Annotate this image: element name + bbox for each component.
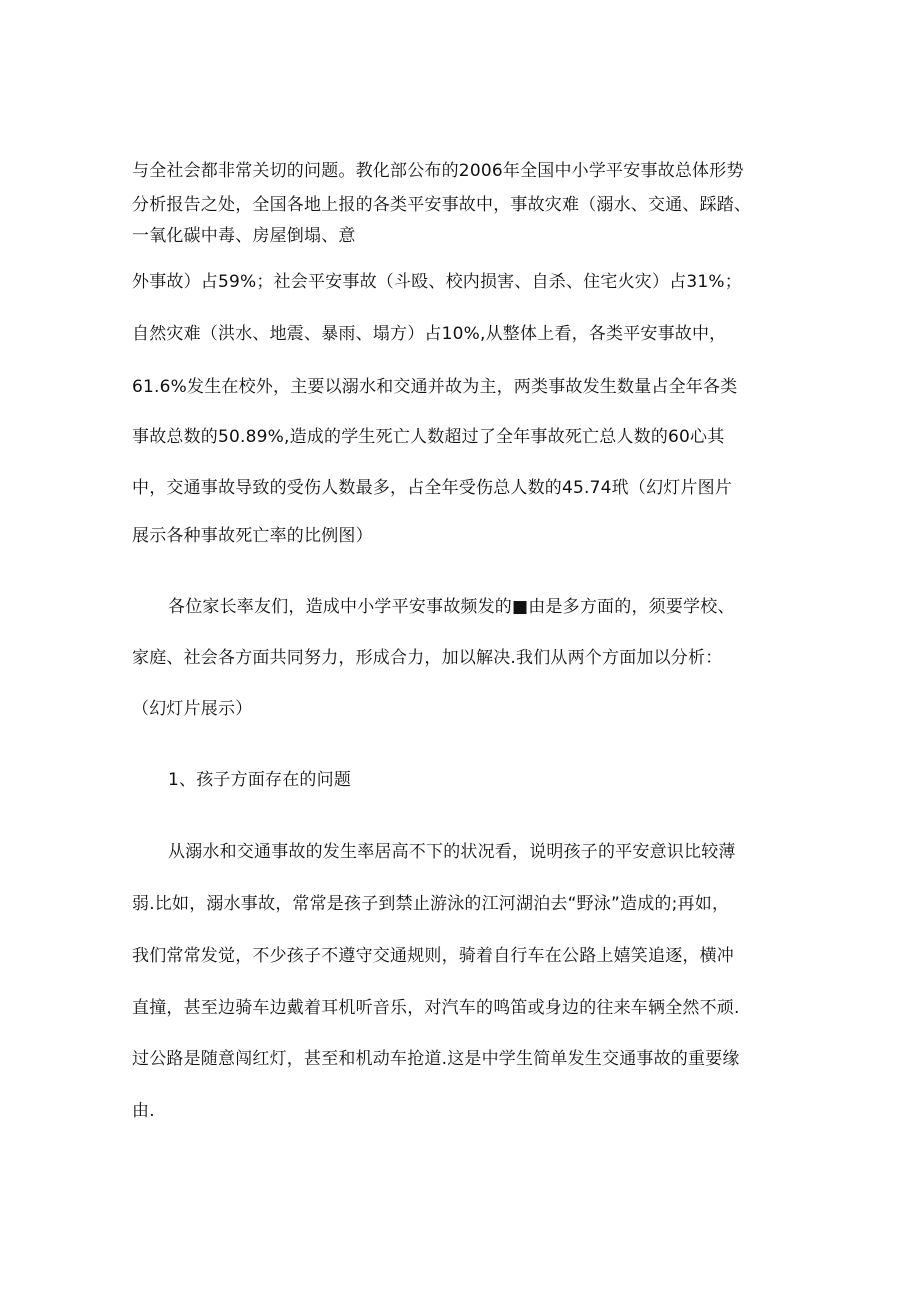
text-line: 过公路是随意闯红灯，甚至和机动车抢道.这是中学生简单发生交通事故的重要缘 [132, 1049, 740, 1069]
text-line: 外事故）占59%；社会平安事故（斗殴、校内损害、自杀、住宅火灾）占31%； [132, 272, 742, 292]
text-line: 各位家长率友们，造成中小学平安事故频发的■由是多方面的，须要学校、 [168, 597, 735, 617]
text-line: 61.6%发生在校外，主要以溺水和交通并故为主，两类事故发生数量占全年各类 [132, 377, 738, 397]
text-line: 弱.比如，溺水事故，常常是孩子到禁止游泳的江河湖泊去“野泳”造成的;再如， [132, 894, 730, 914]
text-line: 一氧化碳中毒、房屋倒塌、意 [132, 226, 356, 246]
text-line: 分析报告之处，全国各地上报的各类平安事故中，事故灾难（溺水、交通、踩踏、 [132, 195, 752, 215]
text-line: 中，交通事故导致的受伤人数最多，占全年受伤总人数的45.74玳（幻灯片图片 [132, 478, 733, 498]
text-line: 家庭、社会各方面共同努力，形成合力，加以解决.我们从两个方面加以分析： [132, 648, 723, 668]
text-line: 从溺水和交通事故的发生率居高不下的状况看，说明孩子的平安意识比较薄 [168, 842, 736, 862]
text-line: 直撞，甚至边骑车边戴着耳机听音乐，对汽车的鸣笛或身边的往来车辆全然不顽. [132, 998, 740, 1018]
text-line: 与全社会都非常关切的问题。教化部公布的2006年全国中小学平安事故总体形势 [132, 161, 744, 181]
text-line: 由. [132, 1101, 155, 1121]
text-line: 事故总数的50.89%,造成的学生死亡人数超过了全年事故死亡总人数的60心其 [132, 427, 725, 447]
section-heading: 1、孩子方面存在的问题 [168, 770, 352, 790]
text-line: 自然灾难（洪水、地震、暴雨、塌方）占10%,从整体上看，各类平安事故中， [132, 324, 727, 344]
text-line: 我们常常发觉，不少孩子不遵守交通规则，骑着自行车在公路上嬉笑追逐，横冲 [132, 946, 734, 966]
text-line: 展示各种事故死亡率的比例图） [132, 526, 373, 546]
text-line: （幻灯片展示） [132, 699, 253, 719]
